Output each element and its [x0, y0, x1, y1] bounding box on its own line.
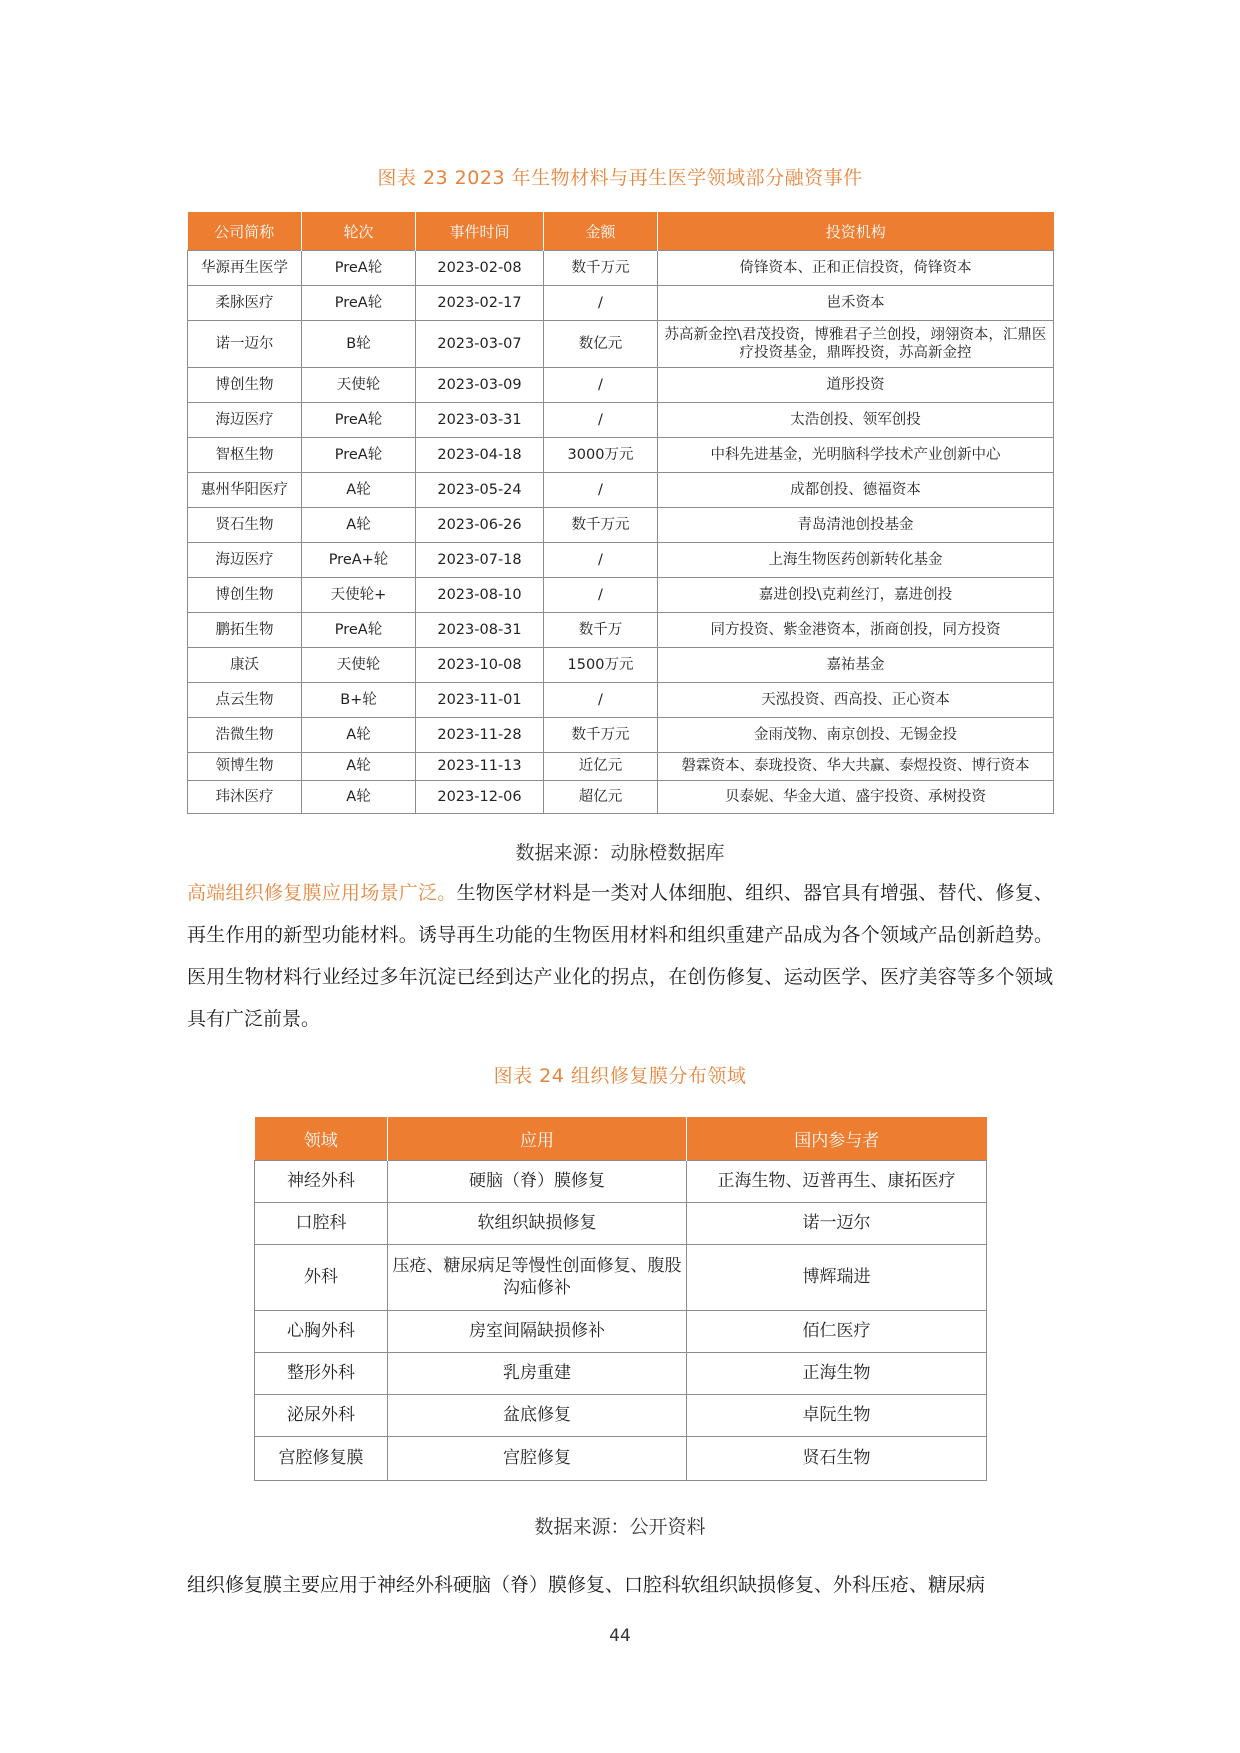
table-cell: 苏高新金控\君茂投资，博雅君子兰创投，翊翎资本，汇鼎医疗投资基金，鼎晖投资，苏高新金控: [658, 321, 1054, 368]
table-cell: 诺一迈尔: [188, 321, 302, 368]
table-cell: 数千万元: [544, 251, 658, 286]
col-header-date: 事件时间: [416, 212, 544, 251]
table-cell: /: [544, 578, 658, 613]
paragraph-highlight: 高端组织修复膜应用场景广泛。: [187, 882, 457, 904]
table-row: [188, 648, 1054, 683]
table-row: [188, 368, 1054, 403]
table-cell: 康沃: [188, 648, 302, 683]
table-cell: B+轮: [302, 683, 416, 718]
table-cell: 博辉瑞进: [687, 1245, 987, 1311]
table-cell: 2023-08-10: [416, 578, 544, 613]
table-cell: 贤石生物: [188, 508, 302, 543]
table-cell: 泌尿外科: [255, 1395, 388, 1437]
table-cell: PreA轮: [302, 438, 416, 473]
table-cell: 数千万元: [544, 718, 658, 753]
table-cell: 领博生物: [188, 753, 302, 781]
table-header-row: [188, 212, 1054, 251]
col-header-company: 公司简称: [188, 212, 302, 251]
table-cell: 倚锋资本、正和正信投资，倚锋资本: [658, 251, 1054, 286]
table-cell: A轮: [302, 781, 416, 814]
table-cell: /: [544, 403, 658, 438]
table-cell: 3000万元: [544, 438, 658, 473]
table-row: [188, 578, 1054, 613]
table-cell: 2023-03-31: [416, 403, 544, 438]
table-row: [188, 718, 1054, 753]
table-cell: 2023-11-28: [416, 718, 544, 753]
table-cell: 天使轮: [302, 648, 416, 683]
col-header-round: 轮次: [302, 212, 416, 251]
col-header-amount: 金额: [544, 212, 658, 251]
table-cell: 道彤投资: [658, 368, 1054, 403]
table-cell: 海迈医疗: [188, 403, 302, 438]
col-header-participants: 国内参与者: [687, 1117, 987, 1161]
table-cell: 青岛清池创投基金: [658, 508, 1054, 543]
table-row: [188, 543, 1054, 578]
repair-membrane-fields-table: [254, 1117, 987, 1481]
table-cell: PreA轮: [302, 251, 416, 286]
table-cell: /: [544, 683, 658, 718]
table-cell: A轮: [302, 718, 416, 753]
table-cell: 鹏拓生物: [188, 613, 302, 648]
table-cell: 压疮、糖尿病足等慢性创面修复、腹股沟疝修补: [388, 1245, 687, 1311]
table-cell: 近亿元: [544, 753, 658, 781]
paragraph-applications: 组织修复膜主要应用于神经外科硬脑（脊）膜修复、口腔科软组织缺损修复、外科压疮、糖尿病: [187, 1574, 986, 1596]
table-cell: 正海生物: [687, 1353, 987, 1395]
table-row: [188, 251, 1054, 286]
table-row: [188, 508, 1054, 543]
table-cell: 岜禾资本: [658, 286, 1054, 321]
financing-events-table: [187, 212, 1054, 814]
table-cell: 2023-03-09: [416, 368, 544, 403]
table-cell: 2023-11-13: [416, 753, 544, 781]
table-cell: B轮: [302, 321, 416, 368]
table-cell: 贝泰妮、华金大道、盛宇投资、承树投资: [658, 781, 1054, 814]
table-row: [188, 613, 1054, 648]
table-cell: 数千万元: [544, 508, 658, 543]
table-row: [188, 753, 1054, 781]
table-cell: /: [544, 473, 658, 508]
table-cell: 乳房重建: [388, 1353, 687, 1395]
table-cell: 房室间隔缺损修补: [388, 1311, 687, 1353]
table-cell: 正海生物、迈普再生、康拓医疗: [687, 1161, 987, 1203]
table-cell: 神经外科: [255, 1161, 388, 1203]
table-cell: 超亿元: [544, 781, 658, 814]
table-cell: 2023-08-31: [416, 613, 544, 648]
page-number: 44: [609, 1626, 631, 1646]
table-cell: 宫腔修复: [388, 1437, 687, 1481]
table-cell: 佰仁医疗: [687, 1311, 987, 1353]
figure-24-source: 数据来源：公开资料: [534, 1516, 706, 1538]
table-cell: 宫腔修复膜: [255, 1437, 388, 1481]
table-cell: 天使轮+: [302, 578, 416, 613]
table-cell: PreA+轮: [302, 543, 416, 578]
table-cell: 2023-07-18: [416, 543, 544, 578]
table-cell: PreA轮: [302, 613, 416, 648]
table-cell: 软组织缺损修复: [388, 1203, 687, 1245]
table-row: [188, 781, 1054, 814]
table-cell: 诺一迈尔: [687, 1203, 987, 1245]
table-cell: 磐霖资本、泰珑投资、华大共赢、泰煜投资、博行资本: [658, 753, 1054, 781]
table-row: [255, 1437, 987, 1481]
table-cell: 2023-05-24: [416, 473, 544, 508]
table-cell: 2023-02-08: [416, 251, 544, 286]
table-cell: 2023-03-07: [416, 321, 544, 368]
table-cell: 智枢生物: [188, 438, 302, 473]
table-cell: 心胸外科: [255, 1311, 388, 1353]
table-cell: 天使轮: [302, 368, 416, 403]
table-cell: 嘉进创投\克莉丝汀，嘉进创投: [658, 578, 1054, 613]
table-cell: 口腔科: [255, 1203, 388, 1245]
table-row: [188, 403, 1054, 438]
table-cell: A轮: [302, 508, 416, 543]
col-header-application: 应用: [388, 1117, 687, 1161]
table-cell: 盆底修复: [388, 1395, 687, 1437]
table-cell: 博创生物: [188, 578, 302, 613]
table-cell: 贤石生物: [687, 1437, 987, 1481]
table-cell: 柔脉医疗: [188, 286, 302, 321]
table-row: [255, 1395, 987, 1437]
table-cell: 华源再生医学: [188, 251, 302, 286]
table-cell: 2023-12-06: [416, 781, 544, 814]
table-cell: 2023-04-18: [416, 438, 544, 473]
table-cell: 卓阮生物: [687, 1395, 987, 1437]
table-cell: 1500万元: [544, 648, 658, 683]
table-cell: 数亿元: [544, 321, 658, 368]
col-header-investors: 投资机构: [658, 212, 1054, 251]
table-cell: 同方投资、紫金港资本，浙商创投，同方投资: [658, 613, 1054, 648]
table-cell: 上海生物医药创新转化基金: [658, 543, 1054, 578]
table-header-row: [255, 1117, 987, 1161]
table-cell: 浩微生物: [188, 718, 302, 753]
table-cell: A轮: [302, 753, 416, 781]
table-cell: 嘉祐基金: [658, 648, 1054, 683]
table-cell: 2023-10-08: [416, 648, 544, 683]
table-cell: 2023-11-01: [416, 683, 544, 718]
table-cell: 惠州华阳医疗: [188, 473, 302, 508]
table-cell: 博创生物: [188, 368, 302, 403]
table-row: [255, 1311, 987, 1353]
table-row: [255, 1203, 987, 1245]
table-row: [188, 438, 1054, 473]
table-cell: 整形外科: [255, 1353, 388, 1395]
figure-23-caption: 图表 23 2023 年生物材料与再生医学领域部分融资事件: [377, 167, 863, 189]
table-cell: 太浩创投、领军创投: [658, 403, 1054, 438]
table-cell: 成都创投、德福资本: [658, 473, 1054, 508]
table-row: [255, 1353, 987, 1395]
table-cell: 金雨茂物、南京创投、无锡金投: [658, 718, 1054, 753]
table-cell: 天泓投资、西高投、正心资本: [658, 683, 1054, 718]
table-cell: /: [544, 368, 658, 403]
table-row: [188, 286, 1054, 321]
figure-23-source: 数据来源：动脉橙数据库: [515, 842, 725, 864]
table-cell: 数千万: [544, 613, 658, 648]
table-cell: PreA轮: [302, 403, 416, 438]
table-cell: A轮: [302, 473, 416, 508]
table-cell: 2023-06-26: [416, 508, 544, 543]
table-row: [188, 683, 1054, 718]
figure-24-caption: 图表 24 组织修复膜分布领域: [493, 1065, 747, 1087]
table-row: [255, 1161, 987, 1203]
col-header-field: 领域: [255, 1117, 388, 1161]
table-cell: 点云生物: [188, 683, 302, 718]
table-cell: 外科: [255, 1245, 388, 1311]
table-row: [188, 321, 1054, 368]
table-cell: /: [544, 286, 658, 321]
paragraph-body: 生物医学材料是一类对人体细胞、组织、器官具有增强、替代、修复、再生作用的新型功能材料。诱导再生功能的生物医用材料和组织重建产品成为各个领域产品创新趋势。医用生物材料行业经过多年沉淀已经到达产业化的拐点，在创伤修复、运动医学、医疗美容等多个领域具有广泛前景。: [187, 882, 1053, 1030]
table-cell: 玮沐医疗: [188, 781, 302, 814]
table-cell: /: [544, 543, 658, 578]
table-cell: 海迈医疗: [188, 543, 302, 578]
table-cell: 中科先进基金，光明脑科学技术产业创新中心: [658, 438, 1054, 473]
table-row: [188, 473, 1054, 508]
paragraph-tissue-repair: [187, 872, 1053, 1040]
table-cell: 硬脑（脊）膜修复: [388, 1161, 687, 1203]
table-cell: PreA轮: [302, 286, 416, 321]
table-row: [255, 1245, 987, 1311]
table-cell: 2023-02-17: [416, 286, 544, 321]
